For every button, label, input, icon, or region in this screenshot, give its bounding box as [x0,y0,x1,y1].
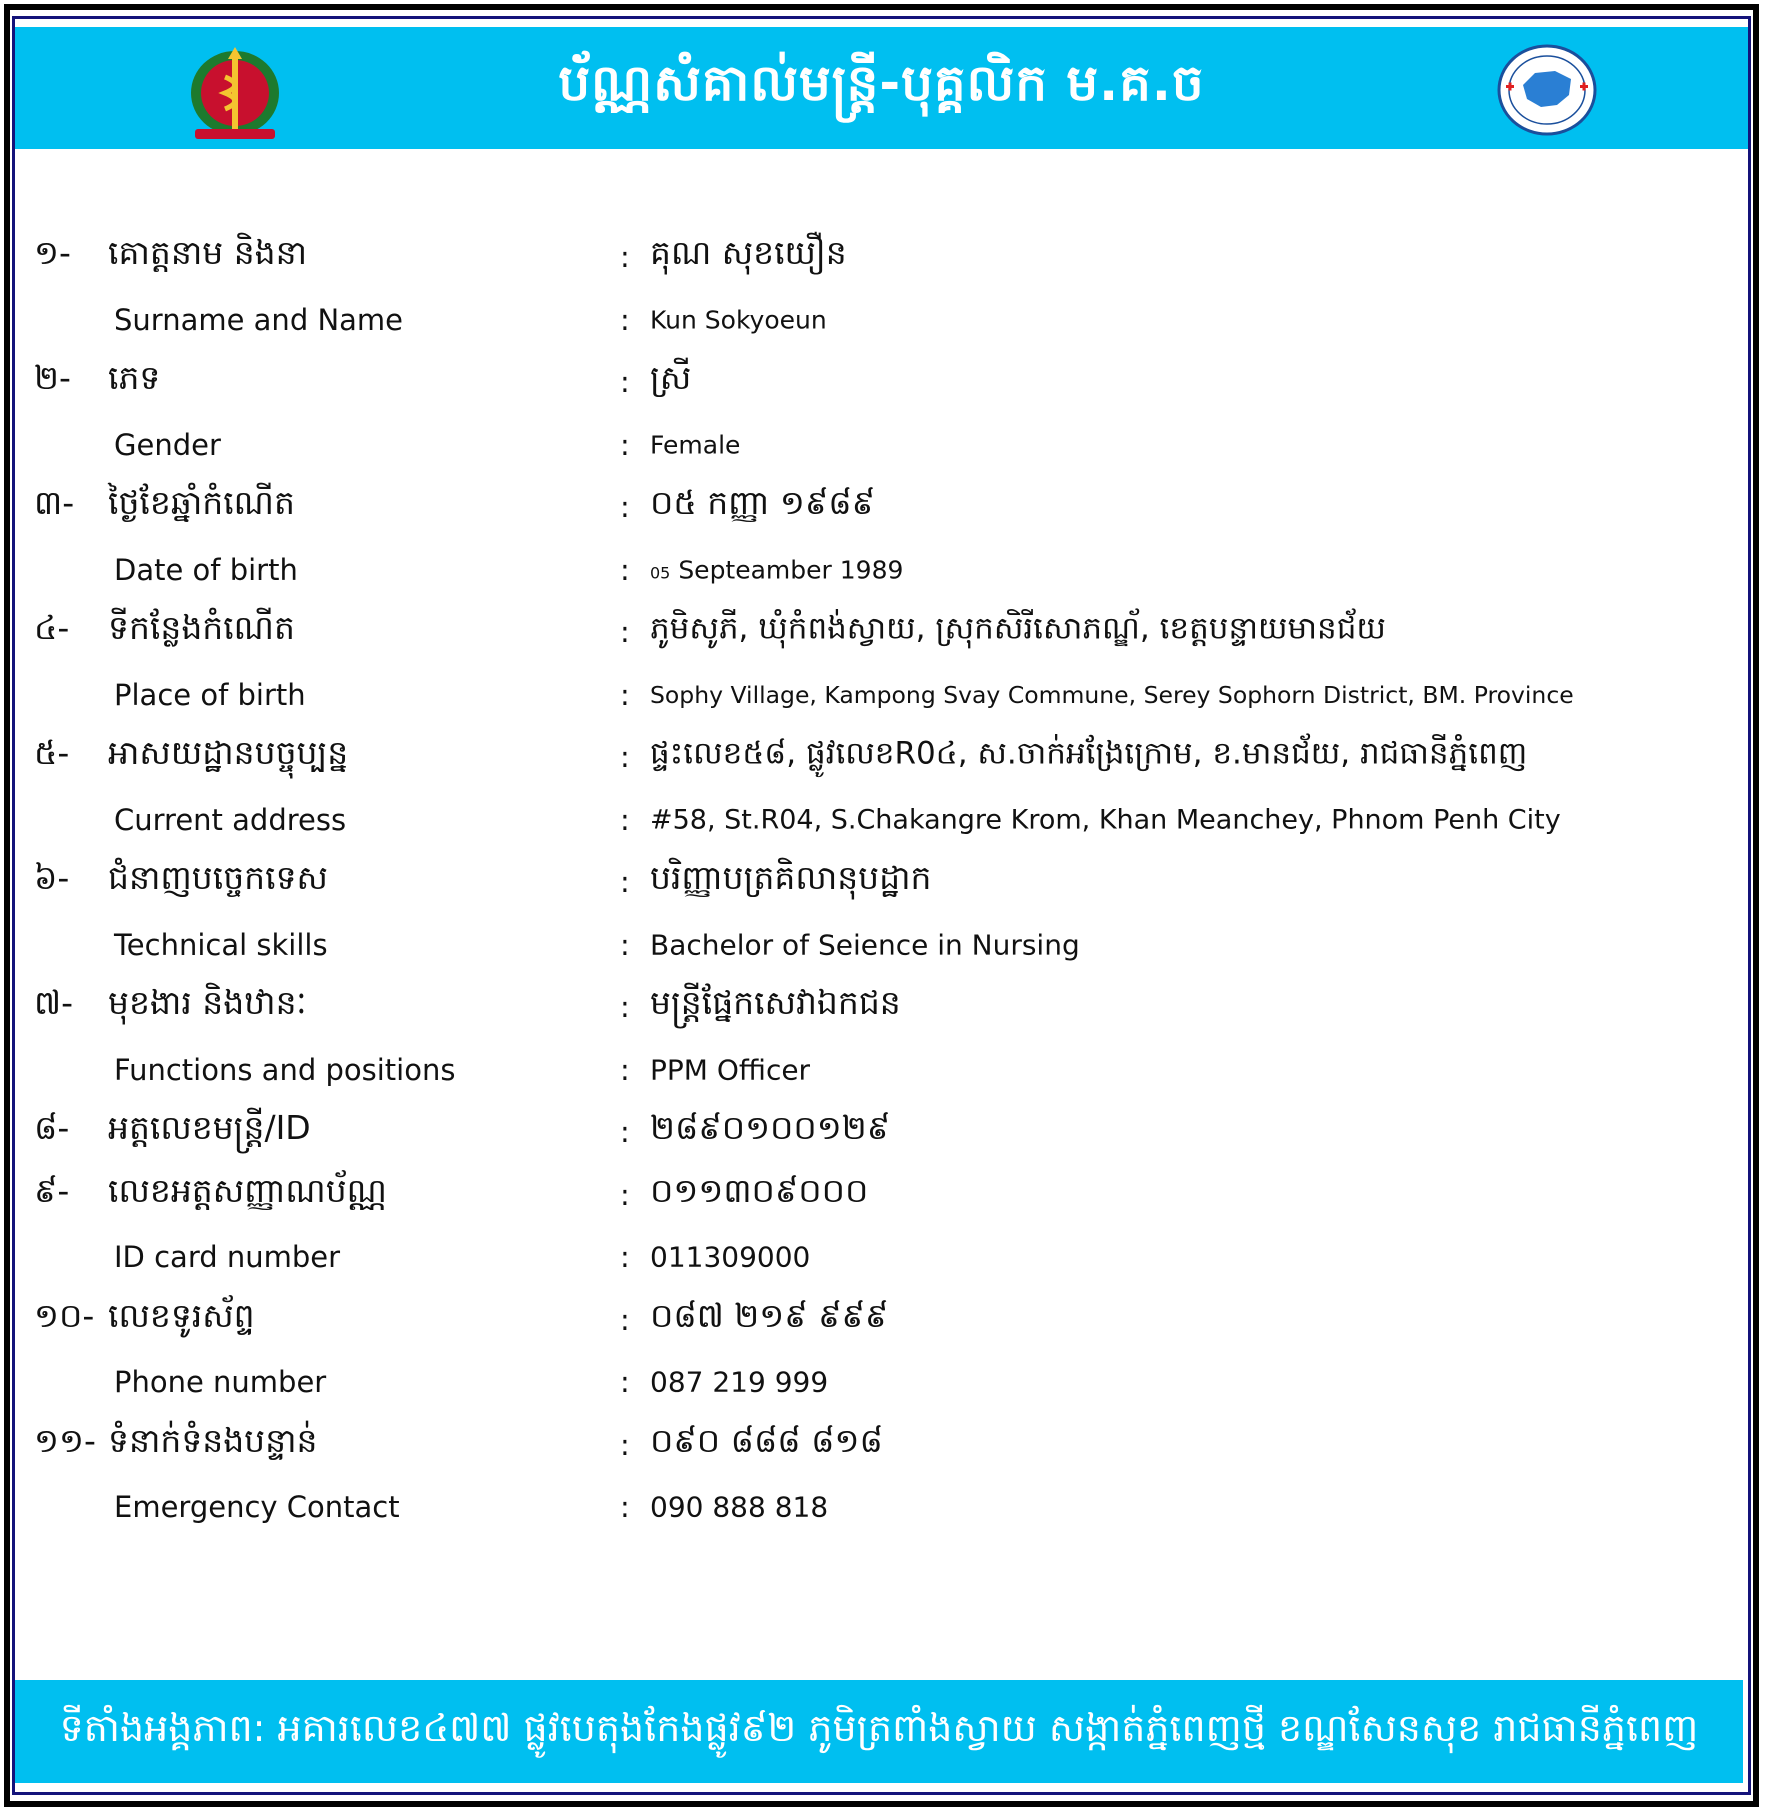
field-value: ផ្ទះលេខ៥៨, ផ្លូវលេខR0៤, ស.ចាក់អង្រែក្រោម, ខ.មានជ័យ, រាជធានីភ្នំពេញ [650,735,1528,772]
row-phone-en [0,1351,1771,1414]
field-value: បរិញ្ញាបត្រគិលានុបដ្ឋាក [650,858,932,898]
row-gender-km [0,351,1771,414]
colon: : [620,865,630,900]
row-number: ១- [34,233,71,273]
field-label: ជំនាញបច្ចេកទេស [108,858,328,898]
field-value: ០៥ កញ្ញា ១៩៨៩ [650,483,875,523]
colon: : [620,365,630,400]
row-address-en [0,789,1771,852]
footer-address-banner [15,1680,1743,1783]
field-label: លេខអត្តសញ្ញាណប័ណ្ណ [108,1170,387,1210]
field-value: 087 219 999 [650,1365,829,1399]
field-value: ស្រី [650,358,692,398]
row-idcard-km [0,1164,1771,1227]
colon: : [620,1365,630,1400]
colon: : [620,427,630,462]
colon: : [620,1052,630,1087]
colon: : [620,1240,630,1275]
row-skills-en [0,914,1771,977]
row-emergency-en [0,1476,1771,1539]
colon: : [620,990,630,1025]
field-label: Current address [114,802,347,837]
field-value: ភូមិសូភី, ឃុំកំពង់ស្វាយ, ស្រុកសិរីសោភណ្ឌ័, ខេត្តបន្ទាយមានជ័យ [650,610,1386,647]
field-value: គុណ សុខយឿន [650,233,847,273]
field-value: ២៨៩០១០០១២៩ [650,1108,891,1148]
field-value: ០១១៣០៩០០០ [650,1170,869,1210]
field-label: Gender [114,427,221,462]
field-label: ថ្ងៃខែឆ្នាំកំណើត [108,483,295,523]
field-label: ភេទ [108,358,161,398]
colon: : [620,927,630,962]
field-label: ទីកន្លែងកំណើត [108,608,295,648]
row-number: ៨- [34,1108,70,1148]
row-number: ៦- [34,858,70,898]
colon: : [620,1115,630,1150]
colon: : [620,802,630,837]
colon: : [620,1302,630,1337]
row-number: ១០- [34,1295,95,1335]
row-gender-en [0,414,1771,477]
field-label: Functions and positions [114,1052,456,1087]
field-label: Technical skills [114,927,328,962]
field-value: Sophy Village, Kampong Svay Commune, Serey Sophorn District, BM. Province [650,680,1574,709]
field-label: Place of birth [114,677,306,712]
row-number: ៤- [34,608,70,648]
day-prefix: 05 [650,563,671,583]
colon: : [620,240,630,275]
field-label: លេខទូរស័ព្ទ [108,1295,255,1335]
field-value: Female [650,430,741,460]
card-title: ប័ណ្ណសំគាល់មន្ត្រី-បុគ្គលិក ម.គ.ច [558,53,1205,112]
field-label: គោត្តនាម និងនា [108,233,308,273]
row-phone-km [0,1289,1771,1352]
field-value: Kun Sokyoeun [650,305,827,335]
colon: : [620,1427,630,1462]
field-value: #58, St.R04, S.Chakangre Krom, Khan Meanchey, Phnom Penh City [650,804,1561,836]
row-position-en [0,1039,1771,1102]
footer-address-text: ទីតាំងអង្គភាព: អគារលេខ៤៧៧ ផ្លូវបេតុងកែងផ្លូវ៩២ ភូមិត្រពាំងស្វាយ សង្កាត់ភ្នំពេញថ្មី ខណ្ឌសែនសុខ រាជធានីភ្នំពេញ [59,1705,1699,1750]
field-value: 011309000 [650,1240,811,1274]
row-staff-id [0,1101,1771,1164]
ministry-emblem-icon [180,37,290,141]
colon: : [620,740,630,775]
center-seal-icon [1495,43,1599,137]
row-idcard-en [0,1226,1771,1289]
date-text: Septeamber 1989 [678,555,904,585]
field-label: Emergency Contact [114,1490,400,1525]
row-address-km [0,726,1771,789]
row-number: ២- [34,358,71,398]
row-dob-km [0,476,1771,539]
colon: : [620,552,630,587]
field-value: 090 888 818 [650,1490,829,1524]
field-value: ០៩០ ៨៨៨ ៨១៨ [650,1420,883,1460]
row-number: ៣- [34,483,75,523]
field-label: Date of birth [114,552,298,587]
colon: : [620,677,630,712]
field-value: Bachelor of Seience in Nursing [650,928,1080,962]
field-label: Surname and Name [114,302,403,337]
field-label: អត្តលេខមន្ត្រី/ID [108,1108,311,1148]
row-number: ១១- [34,1420,96,1460]
row-number: ៥- [34,733,70,773]
colon: : [620,1490,630,1525]
row-number: ៩- [34,1170,70,1210]
field-value: មន្ត្រីផ្នែកសេវាឯកជន [650,983,901,1023]
colon: : [620,302,630,337]
field-label: ID card number [114,1240,341,1275]
header-banner [15,27,1748,149]
row-emergency-km [0,1414,1771,1477]
field-value: ០៨៧ ២១៩ ៩៩៩ [650,1295,889,1335]
row-name-km [0,226,1771,289]
field-value [650,555,903,584]
field-label: មុខងារ និងឋានៈ [108,983,307,1023]
row-dob-en [0,539,1771,602]
row-pob-km [0,601,1771,664]
field-label: អាសយដ្ឋានបច្ចុប្បន្ន [108,733,349,773]
colon: : [620,490,630,525]
row-name-en [0,289,1771,352]
row-number: ៧- [34,983,73,1023]
row-skills-km [0,851,1771,914]
field-label: ទំនាក់ទំនងបន្ទាន់ [108,1420,318,1460]
colon: : [620,615,630,650]
colon: : [620,1177,630,1212]
info-rows [0,226,1771,1539]
row-pob-en [0,664,1771,727]
row-position-km [0,976,1771,1039]
field-label: Phone number [114,1365,327,1400]
field-value: PPM Officer [650,1053,811,1087]
